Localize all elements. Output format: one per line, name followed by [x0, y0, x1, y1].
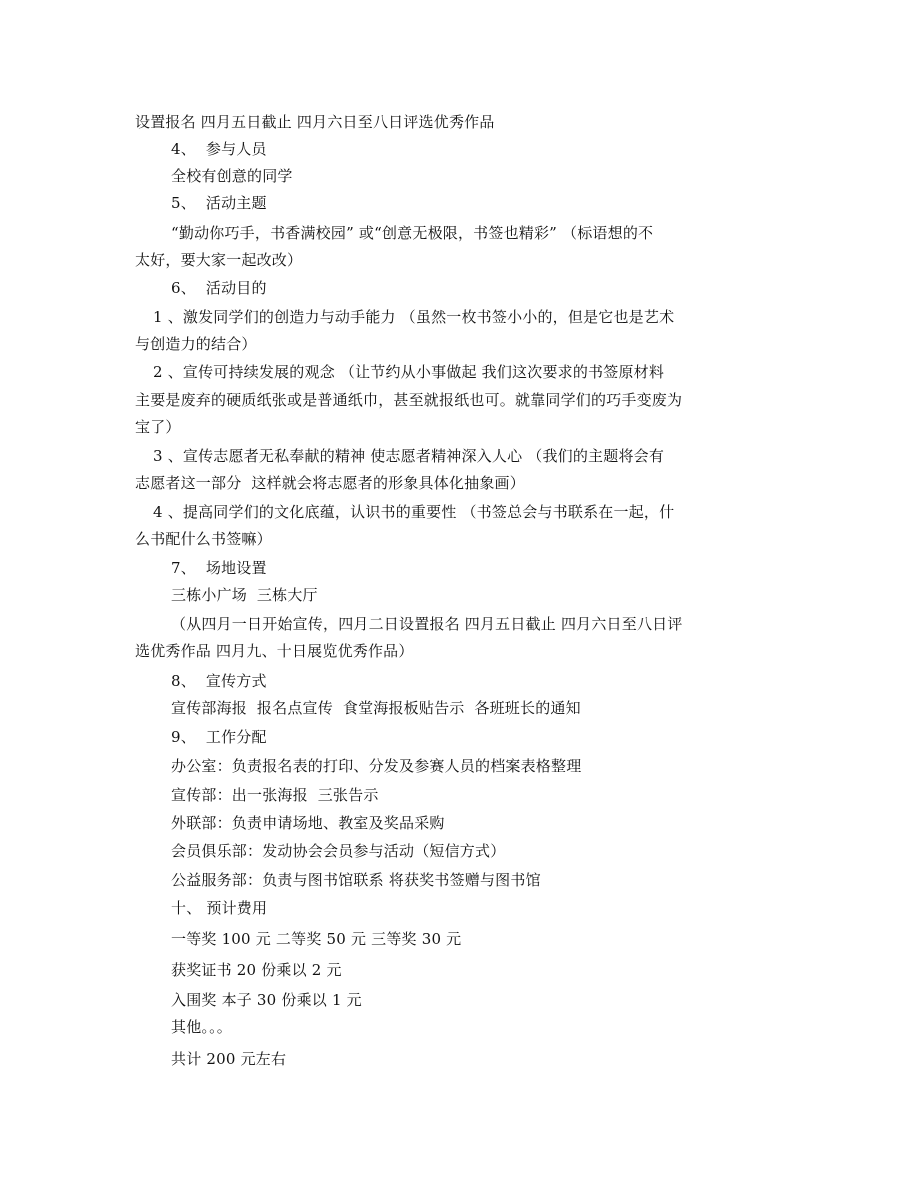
- text-line: 宝了）: [135, 418, 181, 436]
- section-heading-7: 7、 场地设置: [171, 559, 267, 577]
- section-heading-10: 十、 预计费用: [171, 899, 268, 917]
- text-line: 共计 200 元左右: [171, 1050, 287, 1068]
- text-line: 外联部：负责申请场地、教室及奖品采购: [171, 814, 445, 832]
- text-line: 设置报名 四月五日截止 四月六日至八日评选优秀作品: [135, 113, 495, 131]
- text-line: 主要是废弃的硬质纸张或是普通纸巾，甚至就报纸也可。就靠同学们的巧手变废为: [135, 391, 683, 409]
- text-line: 4 、提高同学们的文化底蕴，认识书的重要性 （书签总会与书联系在一起，什: [153, 503, 675, 521]
- text-line: 办公室：负责报名表的打印、分发及参赛人员的档案表格整理: [171, 757, 582, 775]
- text-line: 会员俱乐部：发动协会会员参与活动（短信方式）: [171, 842, 506, 860]
- section-heading-6: 6、 活动目的: [171, 279, 267, 297]
- text-line: 宣传部海报 报名点宣传 食堂海报板贴告示 各班班长的通知: [171, 699, 581, 717]
- section-heading-8: 8、 宣传方式: [171, 672, 267, 690]
- text-line: “勤动你巧手，书香满校园” 或“创意无极限，书签也精彩” （标语想的不: [171, 224, 654, 242]
- text-line: 宣传部：出一张海报 三张告示: [171, 786, 379, 804]
- section-heading-4: 4、 参与人员: [171, 140, 267, 158]
- text-line: 么书配什么书签嘛）: [135, 530, 272, 548]
- section-heading-9: 9、 工作分配: [171, 728, 267, 746]
- text-line: 入围奖 本子 30 份乘以 1 元: [171, 991, 362, 1009]
- text-line: （从四月一日开始宣传，四月二日设置报名 四月五日截止 四月六日至八日评: [171, 615, 683, 633]
- text-line: 一等奖 100 元 二等奖 50 元 三等奖 30 元: [171, 930, 462, 948]
- text-line: 选优秀作品 四月九、十日展览优秀作品）: [135, 642, 414, 660]
- text-line: 志愿者这一部分 这样就会将志愿者的形象具体化抽象画）: [135, 474, 525, 492]
- text-line: 其他。。。: [171, 1018, 233, 1036]
- text-line: 获奖证书 20 份乘以 2 元: [171, 961, 342, 979]
- text-line: 三栋小广场 三栋大厅: [171, 586, 318, 604]
- text-line: 公益服务部：负责与图书馆联系 将获奖书签赠与图书馆: [171, 871, 541, 889]
- text-line: 1 、激发同学们的创造力与动手能力 （虽然一枚书签小小的，但是它也是艺术: [153, 308, 675, 326]
- section-heading-5: 5、 活动主题: [171, 194, 267, 212]
- text-line: 太好，要大家一起改改）: [135, 251, 303, 269]
- text-line: 全校有创意的同学: [171, 167, 293, 185]
- text-line: 与创造力的结合）: [135, 335, 257, 353]
- text-line: 2 、宣传可持续发展的观念 （让节约从小事做起 我们这次要求的书签原材料: [153, 363, 665, 381]
- text-line: 3 、宣传志愿者无私奉献的精神 使志愿者精神深入人心 （我们的主题将会有: [153, 447, 665, 465]
